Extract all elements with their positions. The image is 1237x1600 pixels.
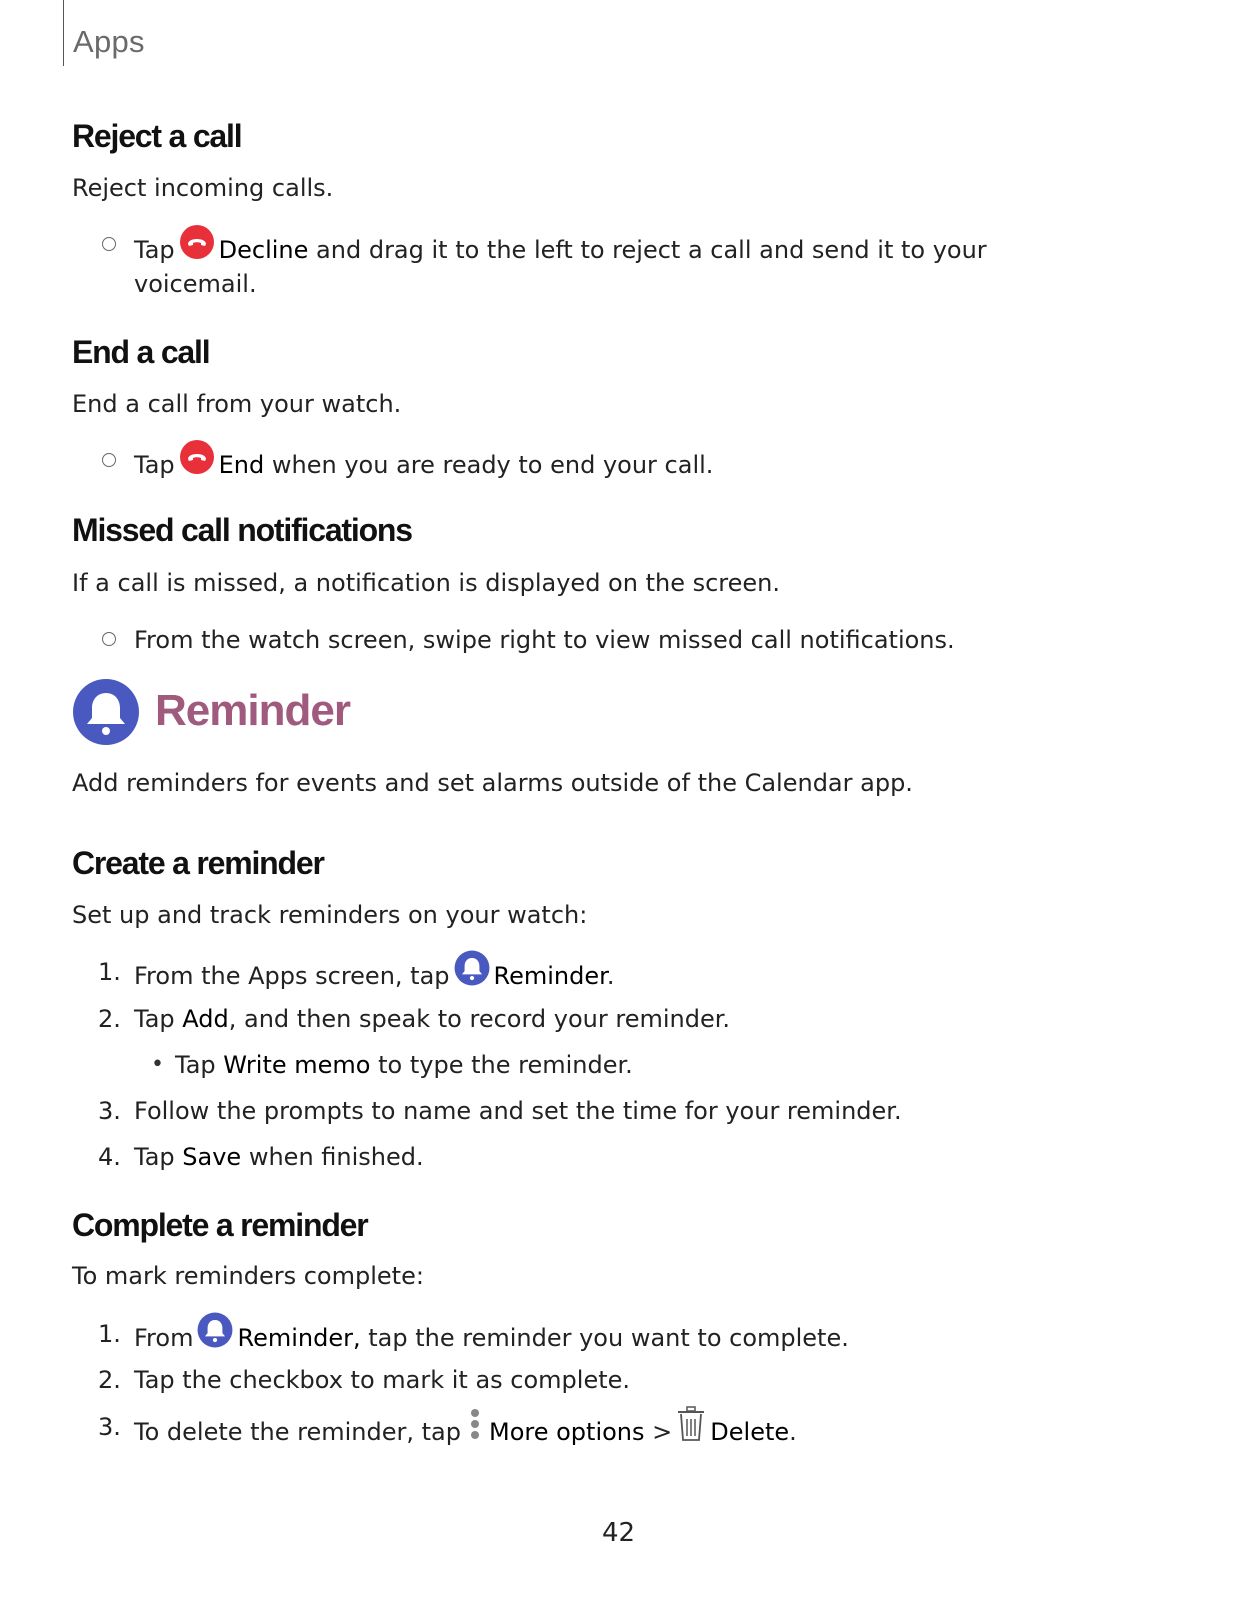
create-step-1: From the Apps screen, tap Reminder. bbox=[134, 953, 614, 1001]
reminder-intro: Add reminders for events and set alarms outside of the Calendar app. bbox=[72, 769, 913, 797]
create-step-4: Tap Save when finished. bbox=[134, 1143, 424, 1171]
page-number: 42 bbox=[601, 1518, 636, 1548]
complete-step-3: To delete the reminder, tap More options > Delete. bbox=[134, 1408, 797, 1458]
create-reminder-heading: Create a reminder bbox=[72, 845, 324, 881]
delete-icon bbox=[676, 1405, 706, 1455]
missed-call-heading: Missed call notifications bbox=[72, 512, 412, 548]
breadcrumb: Apps bbox=[73, 24, 145, 59]
reject-call-step-cont: voicemail. bbox=[134, 270, 257, 298]
reminder-icon bbox=[197, 1312, 233, 1360]
complete-reminder-heading: Complete a reminder bbox=[72, 1207, 368, 1243]
step-number: 1. bbox=[98, 1320, 121, 1348]
step-number: 4. bbox=[98, 1143, 121, 1171]
reminder-title: Reminder bbox=[155, 686, 350, 735]
header-rule bbox=[63, 0, 64, 66]
complete-step-2: Tap the checkbox to mark it as complete. bbox=[134, 1366, 631, 1394]
bullet-circle bbox=[102, 632, 116, 646]
end-call-intro: End a call from your watch. bbox=[72, 390, 402, 418]
complete-step-1: From Reminder, tap the reminder you want to complete. bbox=[134, 1315, 849, 1363]
missed-call-intro: If a call is missed, a notification is displayed on the screen. bbox=[72, 569, 780, 597]
reject-call-step: Tap Decline and drag it to the left to reject a call and send it to your bbox=[134, 227, 987, 275]
end-call-step: Tap End when you are ready to end your call. bbox=[134, 442, 713, 490]
missed-call-step: From the watch screen, swipe right to view missed call notifications. bbox=[134, 626, 955, 654]
create-step-3: Follow the prompts to name and set the time for your reminder. bbox=[134, 1097, 902, 1125]
sub-bullet-dot: • bbox=[151, 1052, 164, 1077]
bullet-circle bbox=[102, 453, 116, 467]
create-step-2: Tap Add, and then speak to record your reminder. bbox=[134, 1005, 731, 1033]
reminder-icon bbox=[454, 950, 490, 998]
create-reminder-intro: Set up and track reminders on your watch: bbox=[72, 901, 588, 929]
create-substep: Tap Write memo to type the reminder. bbox=[175, 1051, 633, 1079]
step-number: 2. bbox=[98, 1366, 121, 1394]
step-number: 1. bbox=[98, 958, 121, 986]
end-call-heading: End a call bbox=[72, 334, 210, 370]
end-call-icon bbox=[179, 439, 215, 487]
complete-reminder-intro: To mark reminders complete: bbox=[72, 1262, 424, 1290]
reminder-app-icon bbox=[72, 678, 140, 750]
reject-call-heading: Reject a call bbox=[72, 118, 242, 154]
reject-call-intro: Reject incoming calls. bbox=[72, 174, 334, 202]
more-options-icon bbox=[465, 1406, 485, 1454]
step-number: 2. bbox=[98, 1005, 121, 1033]
bullet-circle bbox=[102, 237, 116, 251]
step-number: 3. bbox=[98, 1413, 121, 1441]
step-number: 3. bbox=[98, 1097, 121, 1125]
